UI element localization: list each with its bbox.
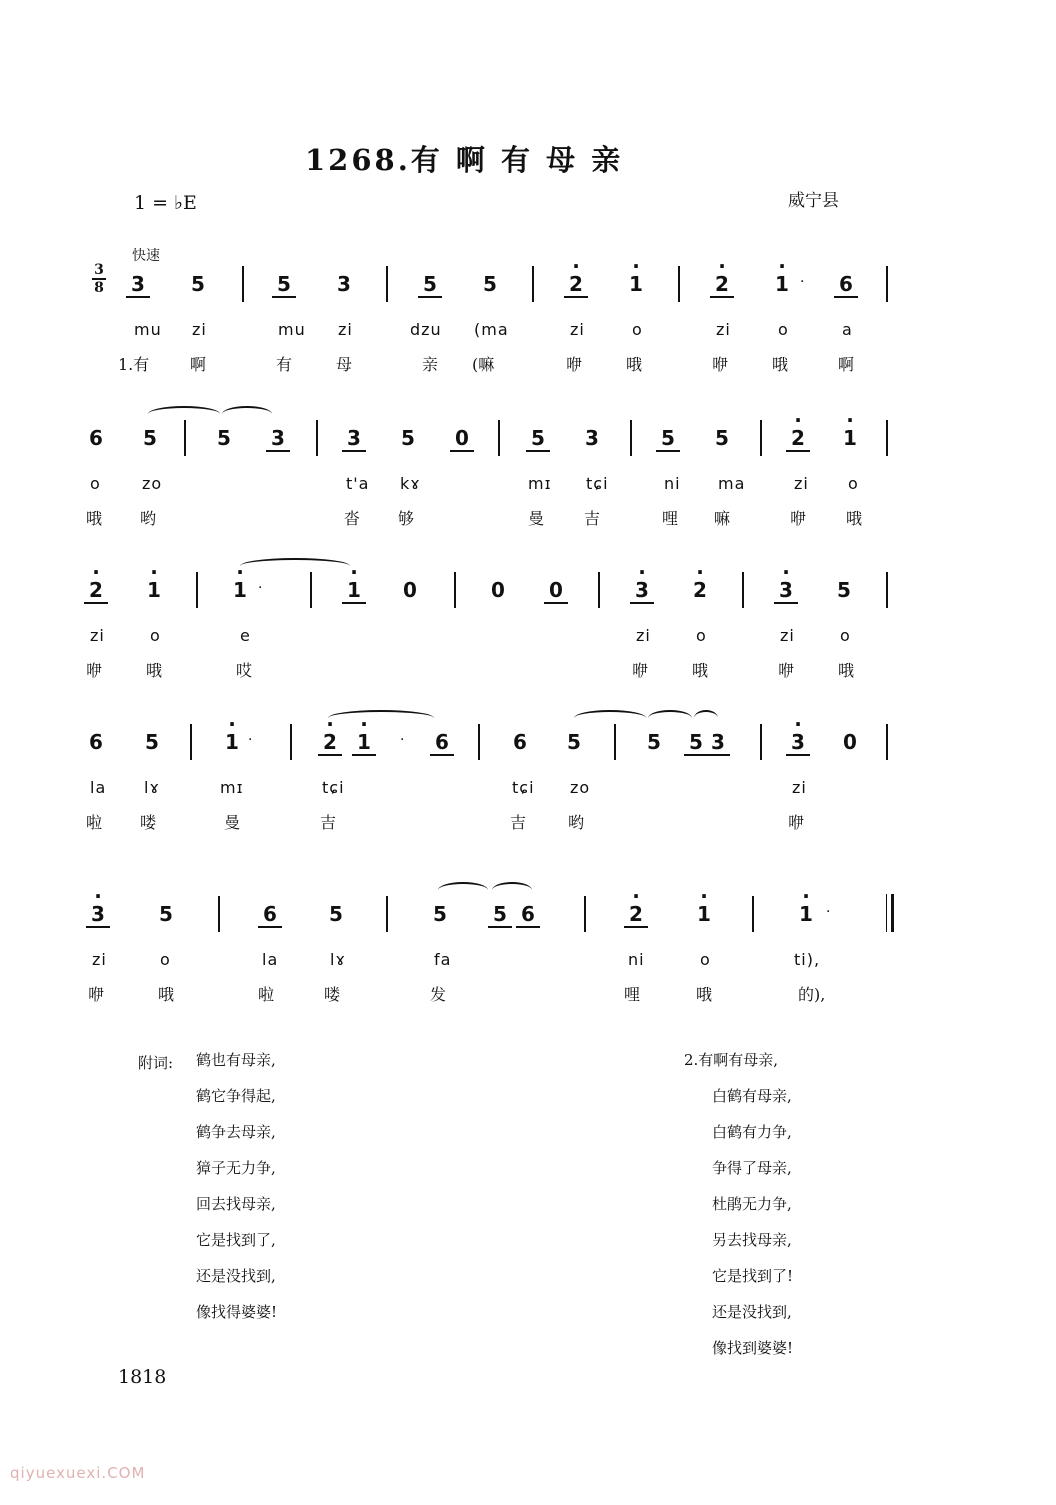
note: 5 (483, 272, 497, 296)
note: · 3 (86, 902, 110, 928)
lyrics-line: 回去找母亲, (196, 1195, 276, 1213)
additional-lyrics-right (684, 1042, 793, 1366)
note: 5 (191, 272, 205, 296)
syllable: o (700, 950, 711, 969)
augmentation-dot: · (258, 580, 263, 596)
syllable: ni (628, 950, 645, 969)
note: · 1 (228, 578, 252, 602)
lyric: 哦 (86, 509, 103, 528)
note: 5 (159, 902, 173, 926)
slur (574, 710, 646, 726)
barline (760, 420, 762, 456)
barline (614, 724, 616, 760)
lyric: 哦 (146, 661, 163, 680)
time-signature-top: 3 (94, 262, 104, 278)
note: · 1 (794, 902, 818, 926)
note: · 2 (688, 578, 712, 602)
watermark: qiyuexuexi.COM (10, 1464, 146, 1482)
lyric: 发 (430, 985, 447, 1004)
syllable: fa (434, 950, 452, 969)
note: · 1 (220, 730, 244, 754)
note: · 2 (318, 730, 342, 756)
note: 5 (488, 902, 512, 928)
syllable: mɪ (220, 778, 244, 797)
note: 6 (89, 426, 103, 450)
lyric: 咿 (88, 985, 105, 1004)
lyric: 哦 (838, 661, 855, 680)
lyric: 啊 (190, 355, 207, 374)
lyrics-line: 獐子无力争, (196, 1159, 276, 1177)
staff-row-4 (0, 730, 1056, 850)
note: · 1 (352, 730, 376, 756)
note: · 1 (624, 272, 648, 296)
note: 3 (585, 426, 599, 450)
key-signature: 1 = ♭E (134, 192, 197, 214)
lyrics-line: 它是找到了! (712, 1267, 794, 1285)
syllable: o (160, 950, 171, 969)
note: 5 (329, 902, 343, 926)
lyric: 曼 (528, 509, 545, 528)
syllable: a (842, 320, 853, 339)
lyric: 1.有 (118, 355, 150, 374)
note: 0 (843, 730, 857, 754)
final-barline-thick (891, 894, 894, 932)
note: · 2 (624, 902, 648, 928)
syllable: o (632, 320, 643, 339)
note: 3 (342, 426, 366, 452)
note: 5 (143, 426, 157, 450)
syllable: kɤ (400, 474, 421, 493)
barline (386, 266, 388, 302)
lyric: 哦 (626, 355, 643, 374)
syllable: o (150, 626, 161, 645)
lyric: 哟 (568, 813, 585, 832)
note: · 2 (84, 578, 108, 604)
lyric: 嘛 (714, 509, 731, 528)
note: · 1 (770, 272, 794, 296)
lyric: (嘛 (472, 355, 495, 374)
barline (242, 266, 244, 302)
lyrics-line: 2.有啊有母亲, (684, 1051, 779, 1069)
syllable: o (840, 626, 851, 645)
barline (760, 724, 762, 760)
note: 3 (337, 272, 351, 296)
syllable: o (848, 474, 859, 493)
note: 5 (401, 426, 415, 450)
syllable: ma (718, 474, 746, 493)
barline (196, 572, 198, 608)
lyric: 吉 (320, 813, 337, 832)
note: · 2 (710, 272, 734, 298)
page-number: 1818 (118, 1366, 167, 1388)
lyrics-line: 鹤它争得起, (196, 1087, 276, 1105)
lyric: 啦 (86, 813, 103, 832)
slur (328, 710, 434, 726)
barline (598, 572, 600, 608)
note: 0 (403, 578, 417, 602)
lyric: 亲 (422, 355, 439, 374)
note: · 2 (786, 426, 810, 452)
lyric: 沓 (344, 509, 361, 528)
lyric: 咿 (632, 661, 649, 680)
slur (694, 710, 718, 726)
barline (886, 724, 888, 760)
tempo-marking: 快速 (132, 248, 160, 264)
note: 5 (567, 730, 581, 754)
note: 5 (433, 902, 447, 926)
syllable: tɕi (586, 474, 609, 493)
syllable: lɤ (330, 950, 346, 969)
note: 5 (656, 426, 680, 452)
augmentation-dot: · (826, 904, 831, 920)
syllable: zi (90, 626, 105, 645)
note: 5 (647, 730, 661, 754)
barline (886, 572, 888, 608)
syllable: zi (92, 950, 107, 969)
syllable: la (262, 950, 279, 969)
lyrics-line: 杜鹃无力争, (712, 1195, 792, 1213)
barline (454, 572, 456, 608)
syllable: dzu (410, 320, 442, 339)
syllable: t'a (346, 474, 370, 493)
syllable: zi (338, 320, 353, 339)
barline (290, 724, 292, 760)
note: 5 (145, 730, 159, 754)
note: 3 (126, 272, 150, 298)
lyrics-line: 它是找到了, (196, 1231, 276, 1249)
syllable: ti), (794, 950, 821, 969)
note: 5 (418, 272, 442, 298)
note: · 1 (142, 578, 166, 602)
barline (678, 266, 680, 302)
note: 6 (258, 902, 282, 928)
syllable: zo (142, 474, 163, 493)
syllable: o (90, 474, 101, 493)
slur (222, 406, 272, 422)
lyric: 的), (798, 985, 826, 1004)
time-signature-bottom: 8 (92, 278, 106, 296)
syllable: zi (570, 320, 585, 339)
note: 5 (217, 426, 231, 450)
augmentation-dot: · (400, 732, 405, 748)
syllable: zi (780, 626, 795, 645)
barline (742, 572, 744, 608)
syllable: zi (192, 320, 207, 339)
lyric: 啦 (258, 985, 275, 1004)
lyric: 哦 (696, 985, 713, 1004)
lyric: 咿 (778, 661, 795, 680)
lyrics-line: 还是没找到, (196, 1267, 276, 1285)
barline (184, 420, 186, 456)
lyrics-line: 鹤也有母亲, (196, 1051, 276, 1069)
barline (630, 420, 632, 456)
lyric: 吉 (510, 813, 527, 832)
lyric: 喽 (324, 985, 341, 1004)
staff-row-3 (0, 578, 1056, 698)
lyric: 哦 (692, 661, 709, 680)
lyrics-line: 白鹤有力争, (712, 1123, 792, 1141)
note: · 1 (342, 578, 366, 604)
syllable: (ma (474, 320, 509, 339)
barline (752, 896, 754, 932)
note: · 2 (564, 272, 588, 298)
barline (886, 420, 888, 456)
syllable: ni (664, 474, 681, 493)
lyric: 咿 (566, 355, 583, 374)
lyric: 母 (336, 355, 353, 374)
barline (218, 896, 220, 932)
syllable: zi (636, 626, 651, 645)
staff-row-1 (0, 272, 1056, 392)
lyrics-line: 鹤争去母亲, (196, 1123, 276, 1141)
note: 5 (837, 578, 851, 602)
note: 3 (266, 426, 290, 452)
syllable: e (240, 626, 251, 645)
note: · 3 (786, 730, 810, 756)
barline (316, 420, 318, 456)
syllable: tɕi (322, 778, 345, 797)
syllable: o (778, 320, 789, 339)
slur (438, 882, 488, 898)
syllable: la (90, 778, 107, 797)
barline (584, 896, 586, 932)
syllable: zi (794, 474, 809, 493)
note: 6 (89, 730, 103, 754)
staff-row-2 (0, 426, 1056, 546)
lyrics-line: 争得了母亲, (712, 1159, 792, 1177)
final-barline-thin (886, 894, 887, 932)
syllable: zi (792, 778, 807, 797)
lyric: 咿 (790, 509, 807, 528)
lyrics-line: 白鹤有母亲, (712, 1087, 792, 1105)
note: 5 (272, 272, 296, 298)
barline (478, 724, 480, 760)
lyric: 曼 (224, 813, 241, 832)
lyric: 哦 (158, 985, 175, 1004)
lyrics-line: 像找得婆婆! (196, 1303, 278, 1321)
syllable: o (696, 626, 707, 645)
lyric: 哎 (236, 661, 253, 680)
note: · 3 (774, 578, 798, 604)
note: 6 (834, 272, 858, 298)
lyric: 哦 (772, 355, 789, 374)
note: 6 (513, 730, 527, 754)
syllable: tɕi (512, 778, 535, 797)
region-label: 威宁县 (788, 191, 839, 211)
note: 5 (684, 730, 708, 756)
lyrics-line: 还是没找到, (712, 1303, 792, 1321)
note: · 1 (838, 426, 862, 450)
additional-lyrics-label: 附词: (138, 1054, 174, 1072)
lyrics-line: 另去找母亲, (712, 1231, 792, 1249)
lyric: 够 (398, 509, 415, 528)
barline (190, 724, 192, 760)
augmentation-dot: · (800, 274, 805, 290)
note: 6 (516, 902, 540, 928)
slur (492, 882, 532, 898)
note: 0 (544, 578, 568, 604)
barline (498, 420, 500, 456)
barline (886, 266, 888, 302)
lyric: 咿 (712, 355, 729, 374)
note: 5 (526, 426, 550, 452)
lyric: 咿 (788, 813, 805, 832)
lyric: 吉 (584, 509, 601, 528)
additional-lyrics-left (196, 1042, 277, 1330)
lyric: 哟 (140, 509, 157, 528)
song-title: 1268.有 啊 有 母 亲 (305, 143, 624, 177)
lyric: 哩 (624, 985, 641, 1004)
syllable: zi (716, 320, 731, 339)
note: 3 (706, 730, 730, 756)
syllable: mu (278, 320, 306, 339)
syllable: zo (570, 778, 591, 797)
syllable: lɤ (144, 778, 160, 797)
barline (532, 266, 534, 302)
note: · 1 (692, 902, 716, 926)
note: · 3 (630, 578, 654, 604)
lyric: 咿 (86, 661, 103, 680)
barline (310, 572, 312, 608)
lyric: 喽 (140, 813, 157, 832)
lyric: 有 (276, 355, 293, 374)
lyric: 哦 (846, 509, 863, 528)
note: 0 (491, 578, 505, 602)
note: 6 (430, 730, 454, 756)
barline (386, 896, 388, 932)
syllable: mɪ (528, 474, 552, 493)
slur (648, 710, 692, 726)
augmentation-dot: · (248, 732, 253, 748)
slur (240, 558, 350, 574)
note: 0 (450, 426, 474, 452)
lyrics-line: 像找到婆婆! (712, 1339, 794, 1357)
note: 5 (715, 426, 729, 450)
lyric: 哩 (662, 509, 679, 528)
lyric: 啊 (838, 355, 855, 374)
syllable: mu (134, 320, 162, 339)
staff-row-5 (0, 902, 1056, 1022)
